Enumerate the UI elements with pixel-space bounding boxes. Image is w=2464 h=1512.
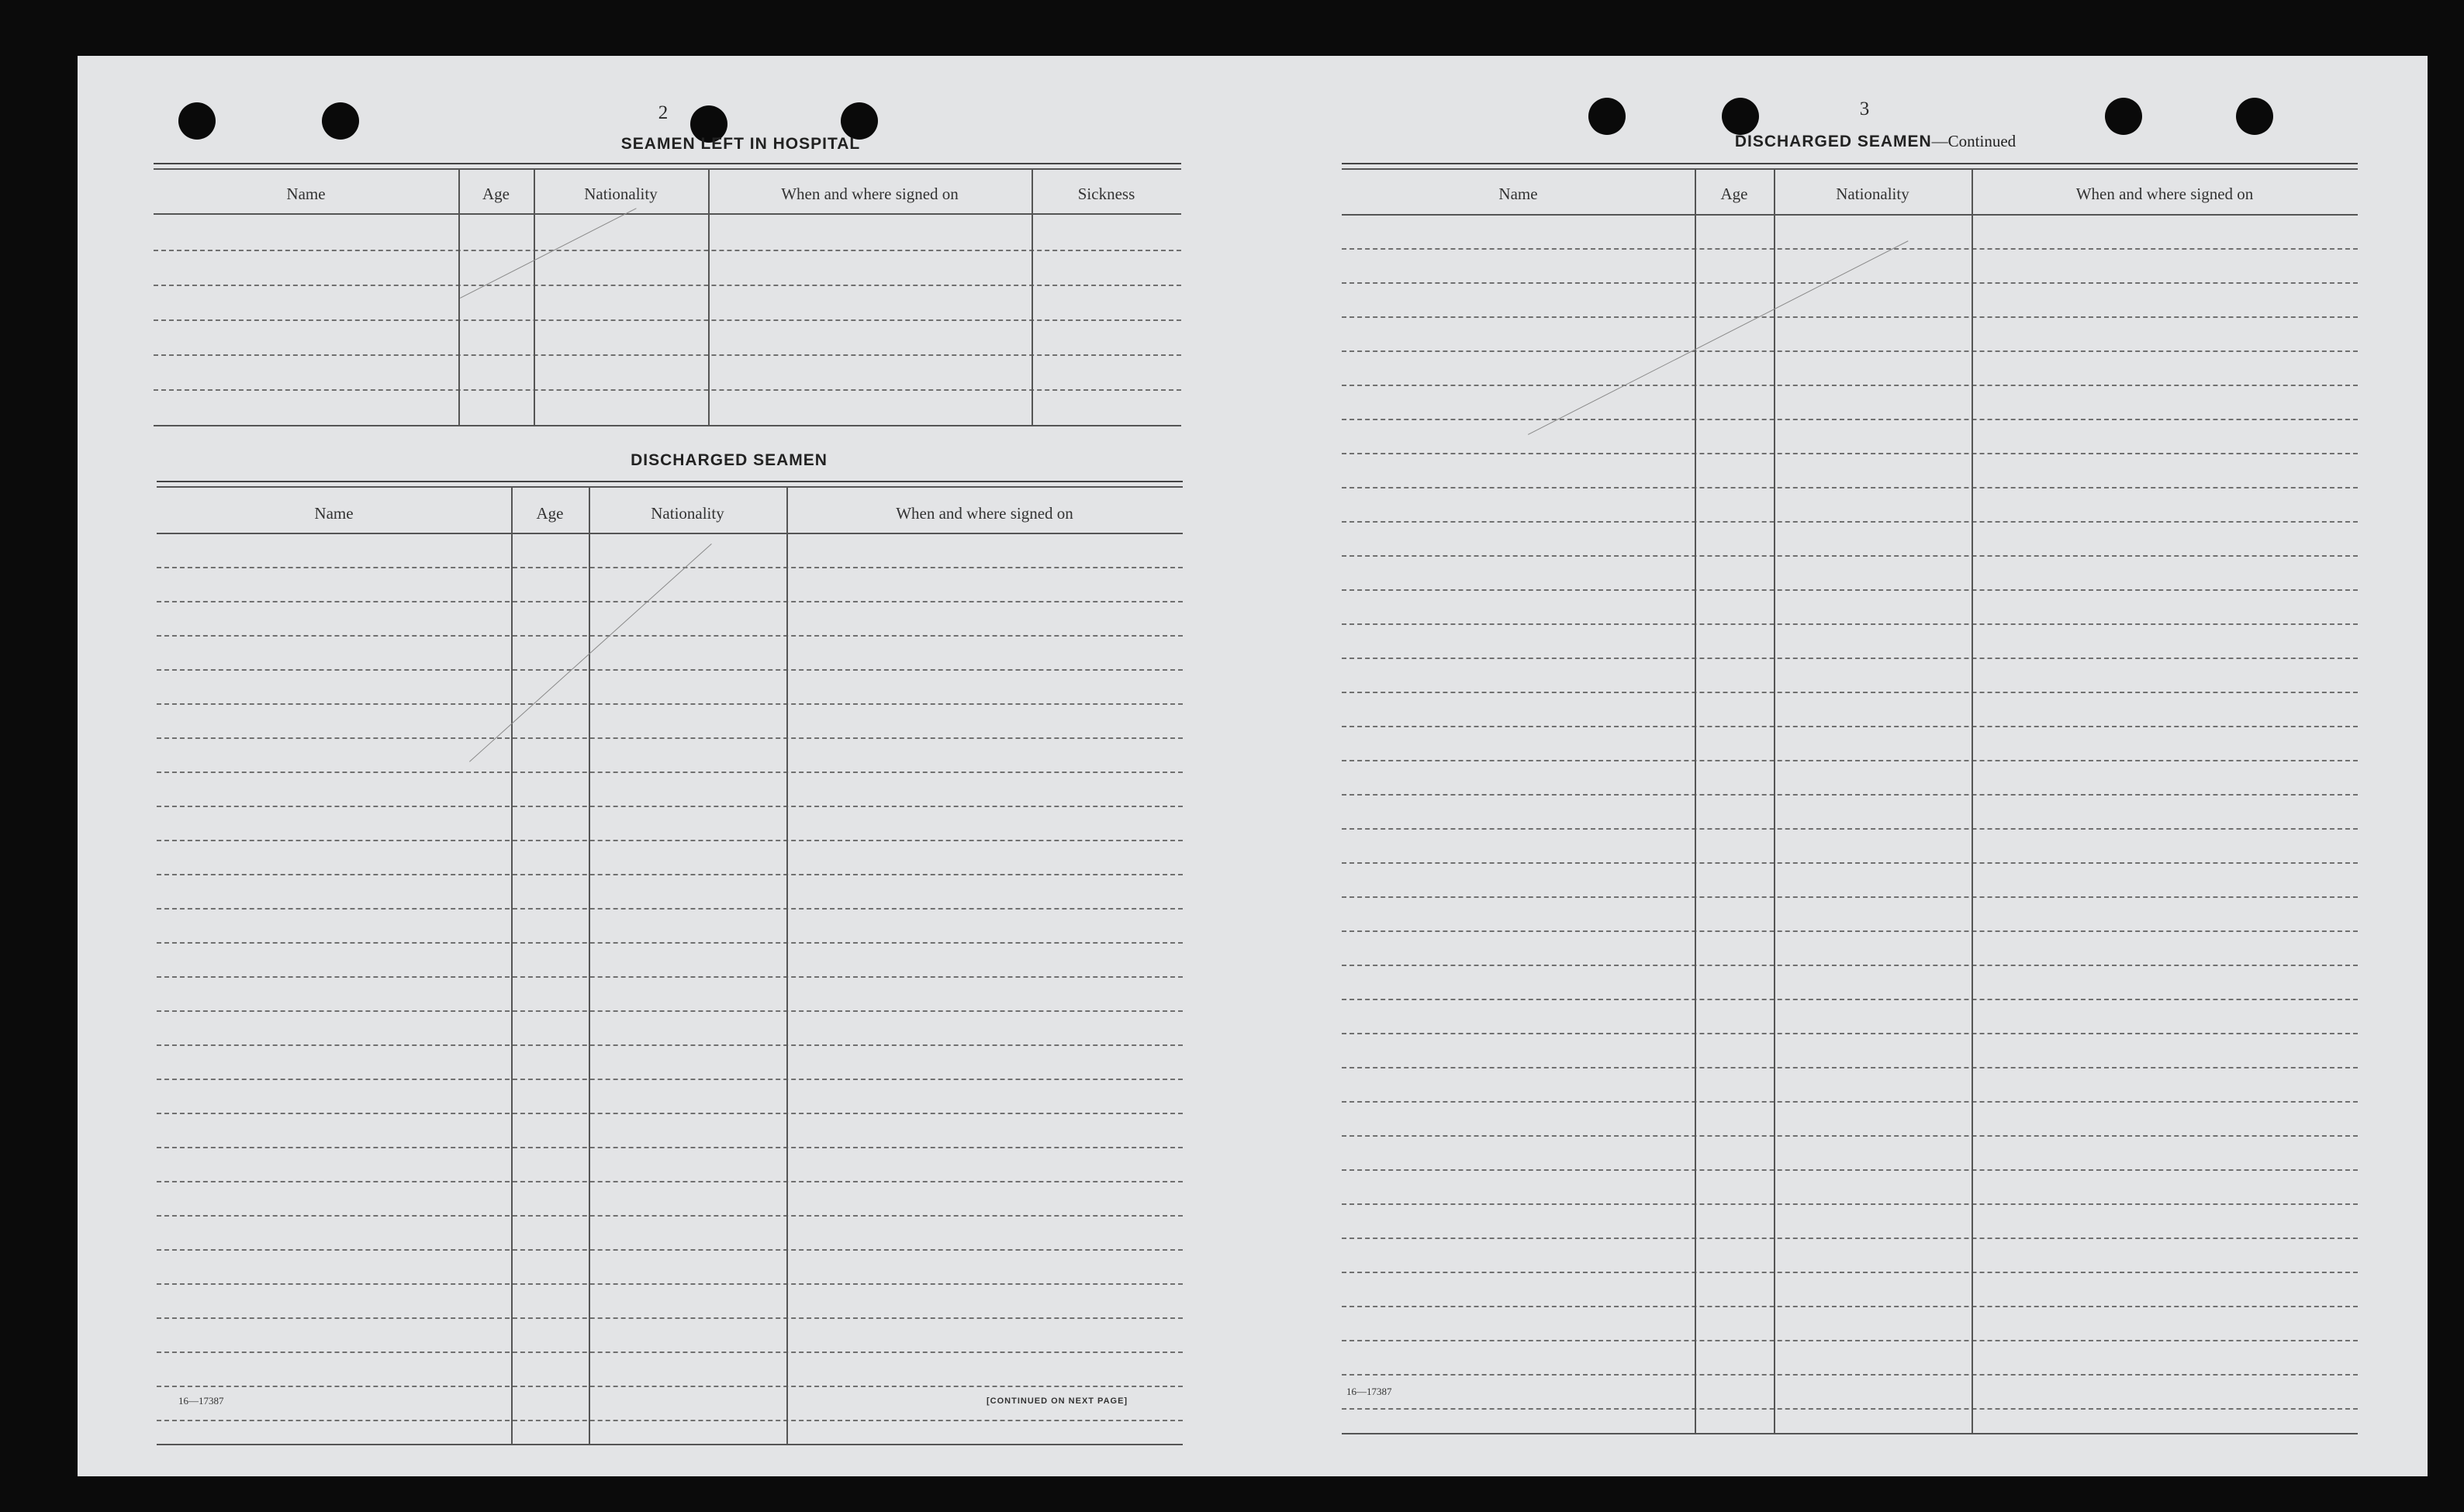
- punch-hole: [1722, 98, 1759, 135]
- discharged-table: [157, 481, 1183, 1465]
- column-header-name: Name: [286, 185, 326, 203]
- page-number: 2: [658, 102, 669, 123]
- column-header-age: Age: [482, 185, 510, 203]
- column-header-nationality: Nationality: [651, 504, 724, 523]
- column-header-nationality: Nationality: [1836, 185, 1909, 203]
- form-number: 16—17387: [178, 1395, 224, 1407]
- discharged-continued-table: [1342, 163, 2358, 1434]
- left-page: [78, 56, 1255, 1476]
- column-header-signed-on: When and where signed on: [781, 185, 959, 203]
- section-title-suffix: —Continued: [1931, 132, 2016, 150]
- discharged-section-title: DISCHARGED SEAMEN: [631, 451, 828, 469]
- punch-hole: [178, 102, 216, 140]
- hospital-table: [154, 163, 1181, 430]
- page-number: 3: [1859, 98, 1870, 119]
- punch-hole: [1588, 98, 1626, 135]
- form-number: 16—17387: [1346, 1386, 1392, 1397]
- column-header-name: Name: [1498, 185, 1538, 203]
- section-title-text: DISCHARGED SEAMEN: [1734, 133, 1932, 150]
- column-header-age: Age: [536, 504, 564, 523]
- punch-hole: [2236, 98, 2273, 135]
- punch-hole: [322, 102, 359, 140]
- punch-hole: [2105, 98, 2142, 135]
- continued-note: [CONTINUED ON NEXT PAGE]: [987, 1396, 1128, 1406]
- column-header-name: Name: [314, 504, 354, 523]
- hospital-section-title: SEAMEN LEFT IN HOSPITAL: [620, 135, 861, 153]
- column-header-age: Age: [1720, 185, 1748, 203]
- column-header-signed-on: When and where signed on: [896, 504, 1073, 523]
- right-page: [1255, 56, 2428, 1476]
- column-header-sickness: Sickness: [1077, 185, 1135, 203]
- column-header-signed-on: When and where signed on: [2075, 185, 2254, 203]
- column-header-nationality: Nationality: [584, 185, 658, 203]
- discharged-continued-title: [1565, 132, 2186, 151]
- punch-hole: [841, 102, 878, 140]
